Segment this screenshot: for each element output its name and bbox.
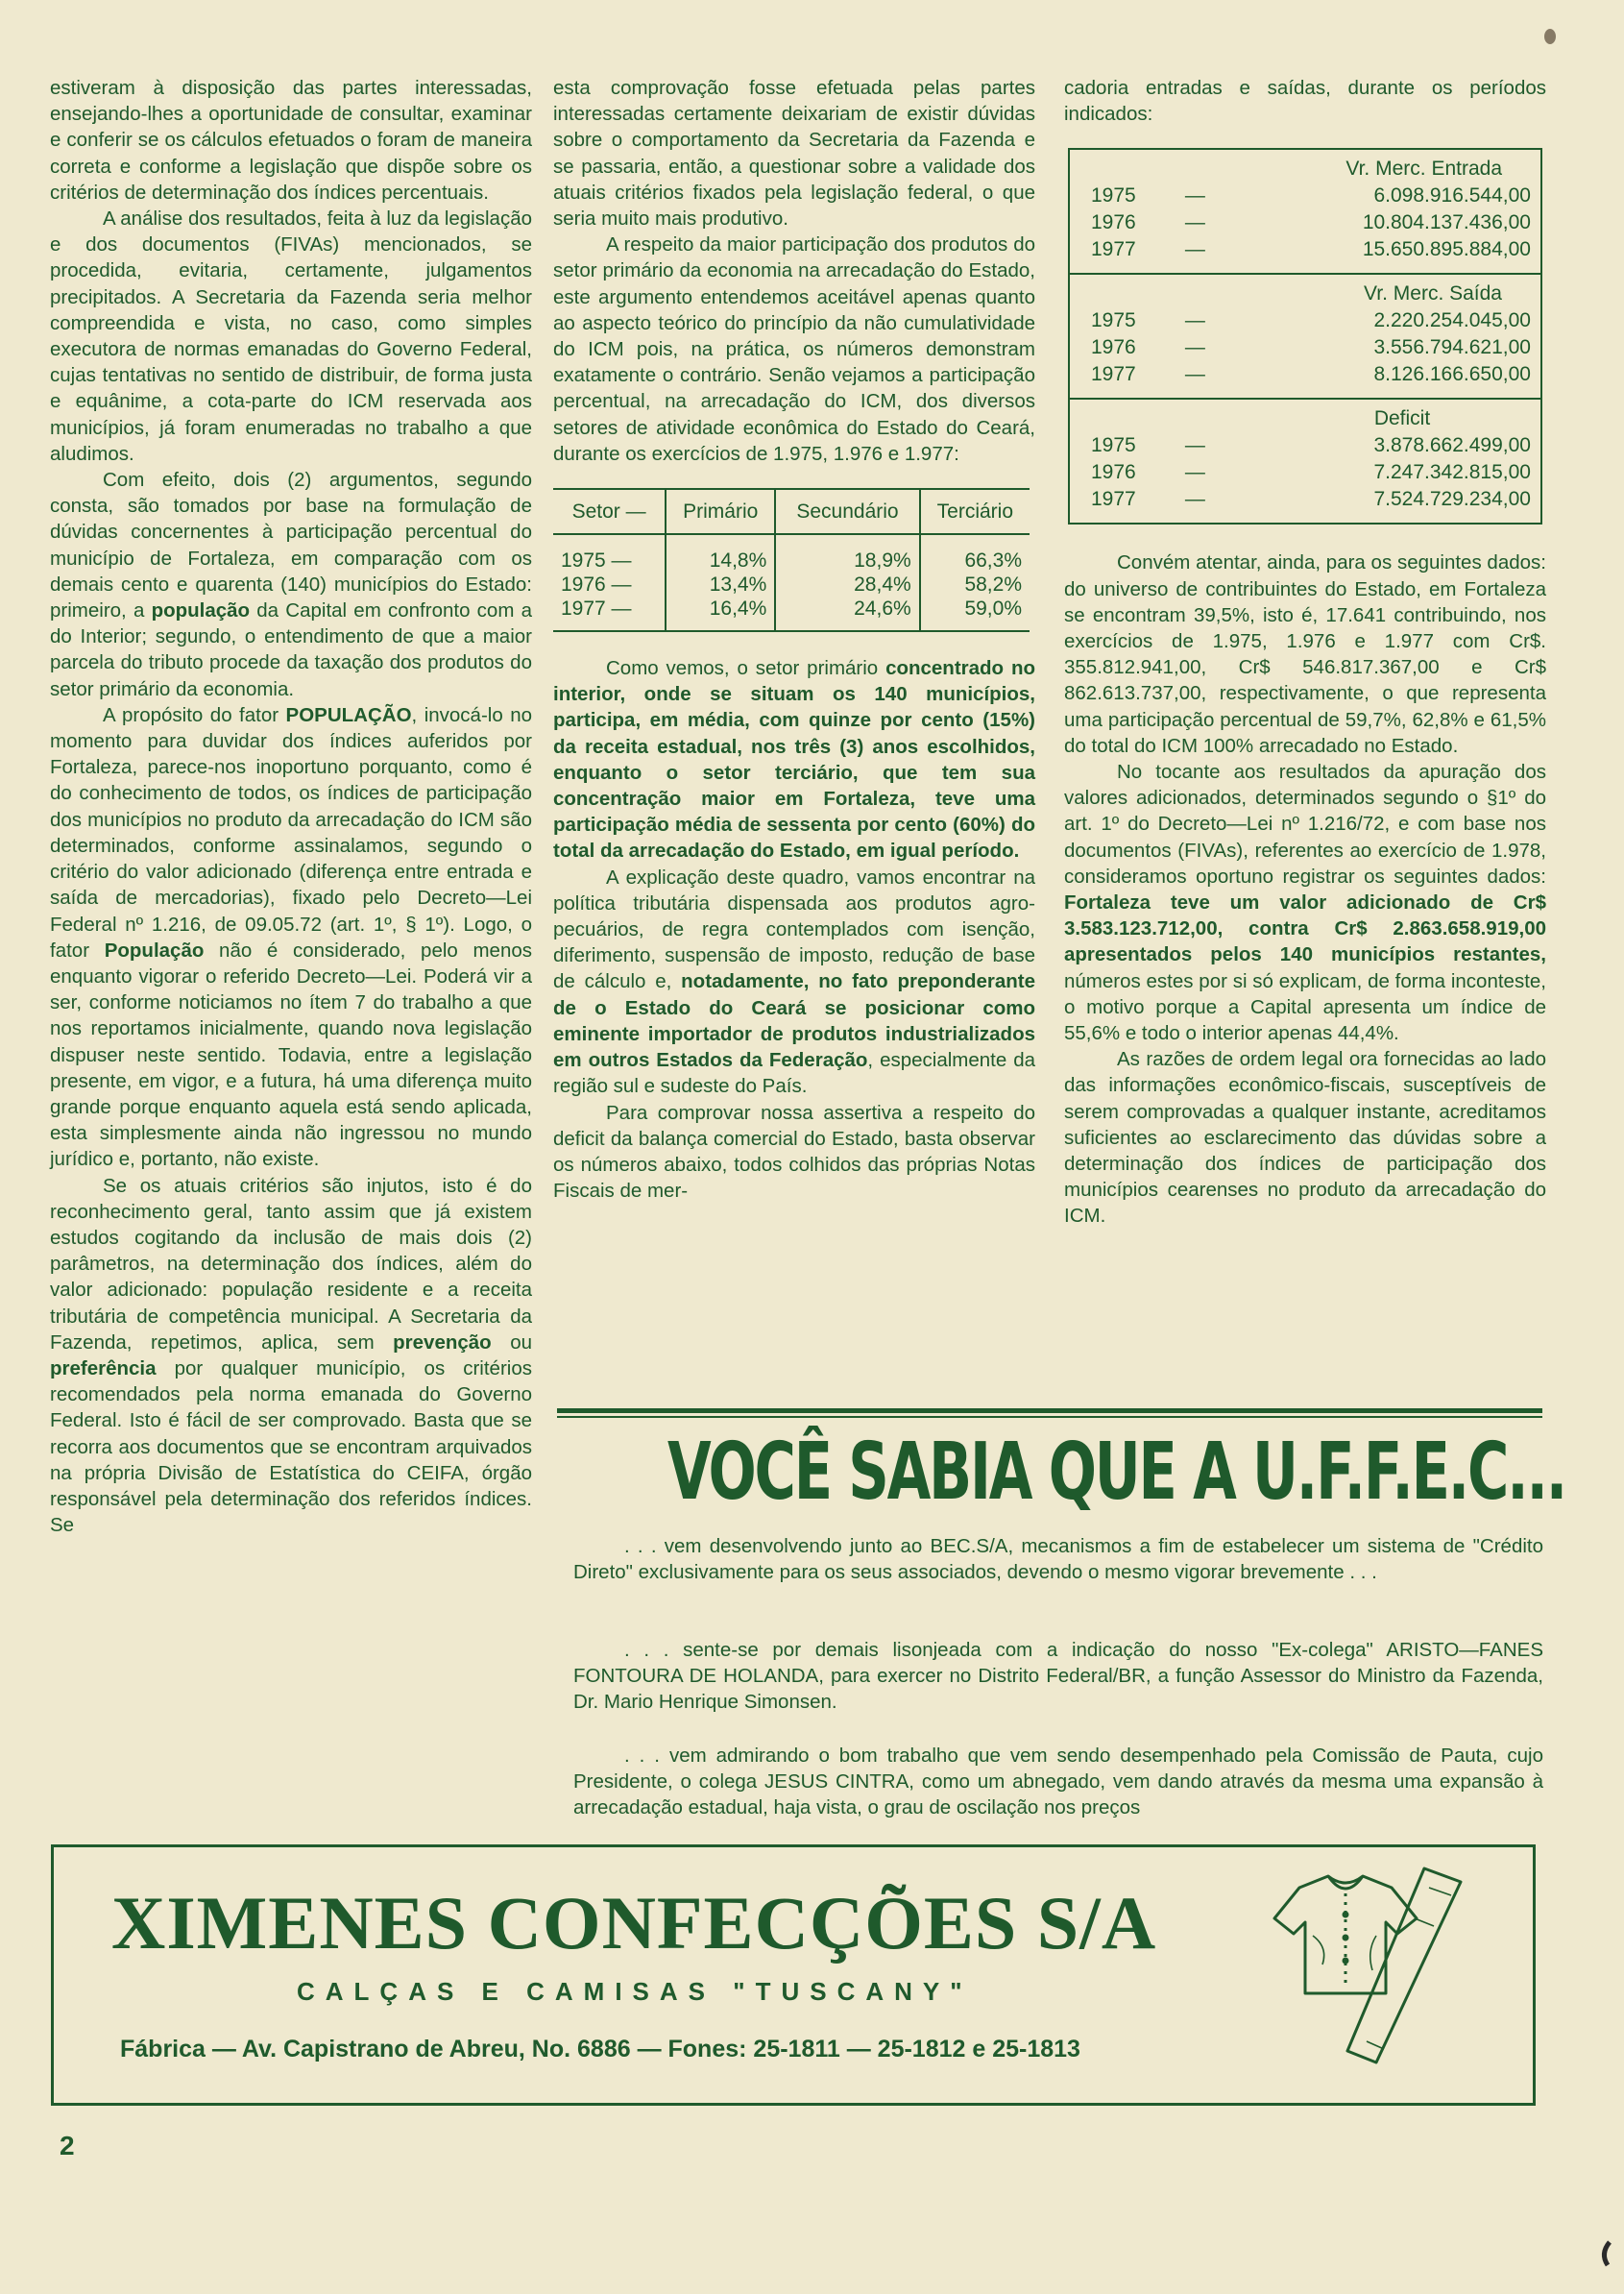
balance-dash: — [1184, 461, 1205, 484]
col1-paragraph-5: Se os atuais critérios são injutos, isto é do reconhecimento geral, tanto assim que já existem estudos cogitando da inclusão de mais dois (2) parâmetros, na determinação dos índices, além do valor adicionado: população residente e a receita tributária de competência municipal. A Secretaria da Fazenda, repetimos, aplica, sem prevenção ou preferência por qualquer município, os critérios recomendados pela norma emanada do Governo Federal. Isto é fácil de ser comprovado. Basta que se recorra aos documentos que se encontram arquivados na própria Divisão de Estatística do CEIFA, órgão responsável pela determinação dos referidos índices. Se [50, 1174, 532, 1537]
col3-paragraph-2: Convém atentar, ainda, para os seguintes dados: do universo de contribuintes do Estado, em Fortaleza se encontram 39,5%, isto é, 17.641 contribuindo, nos exercícios de 1.975, 1.976 e 1.977 com Cr$. 355.812.941,00, Cr$ 546.817.367,00 e Cr$ 862.613.737,00, respectivamente, o que representa uma participação percentual de 59,7%, 62,8% e 61,5% do total do ICM 100% arrecadado no Estado. [1064, 551, 1546, 757]
col2-paragraph-3: Como vemos, o setor primário concentrado no interior, onde se situam os 140 municípios, participa, em média, com quinze por cento (15%) da receita estadual, nos três (3) anos escolhidos, enquanto o setor terciário, que tem sua concentração maior em Fortaleza, teve uma participação média de sessenta por cento (60%) do total da arrecadação do Estado, em igual período. [553, 657, 1035, 863]
table-header: Setor — [553, 489, 666, 534]
balance-year: 1977 [1091, 238, 1136, 261]
article-column-2 [553, 75, 1035, 1204]
ad-address: Fábrica — Av. Capistrano de Abreu, No. 6886 — Fones: 25-1811 — 25-1812 e 25-1813 [120, 2036, 1080, 2062]
balance-row [1091, 236, 1531, 263]
col1-paragraph-2: A análise dos resultados, feita à luz da legislação e dos documentos (FIVAs) mencionados, se procedida, evitaria, certamente, julgamentos precipitados. A Secretaria da Fazenda seria melhor compreendida e vista, no caso, como simples executora de normas emanadas do Governo Federal, cujas tentativas no sentido de distribuir, de forma justa e equânime, a cota-parte do ICM reservada aos municípios, já foram enumeradas no trabalho a que aludimos. [50, 207, 532, 465]
balance-value: 2.220.254.045,00 [1373, 309, 1531, 332]
page-number: 2 [60, 2131, 75, 2160]
ad-subtitle: CALÇAS E CAMISAS "TUSCANY" [297, 1977, 973, 2006]
article-column-1 [50, 75, 532, 1538]
balance-row [1091, 334, 1531, 361]
table-cell: 18,9% [775, 534, 919, 573]
table-cell: 1975 — [561, 549, 632, 573]
table-cell: 1977 — [553, 597, 666, 631]
balance-dash: — [1184, 434, 1205, 457]
balance-dash: — [1184, 488, 1205, 511]
balance-section-deficit [1070, 398, 1540, 523]
balance-row [1091, 209, 1531, 236]
balance-value: 10.804.137.436,00 [1362, 211, 1531, 234]
balance-section-saida [1070, 273, 1540, 398]
paper-stain [1596, 2240, 1619, 2269]
col1-paragraph-1: estiveram à disposição das partes interessadas, ensejando-lhes a oportunidade de consultar, examinar e conferir se os cálculos efetuados o foram de maneira correta e conforme a legislação que dispõe sobre os critérios de determinação dos índices percentuais. [50, 77, 532, 204]
balance-row [1091, 307, 1531, 334]
balance-heading: Vr. Merc. Saída [1364, 282, 1502, 305]
balance-dash: — [1184, 363, 1205, 386]
col1-paragraph-4: A propósito do fator POPULAÇÃO, invocá-lo no momento para duvidar dos índices auferidos por Fortaleza, parece-nos inoportuno porquanto, como é do conhecimento de todos, os índices de participação dos municípios no produto da arrecadação do ICM são determinados, conforme assinalamos, segundo o critério do valor adicionado (diferença entre entrada e saída de mercadorias), fixado pelo Decreto—Lei Federal nº 1.216, de 09.05.72 (art. 1º, § 1º). Logo, o fator População não é considerado, pelo menos enquanto vigorar o referido Decreto—Lei. Poderá vir a ser, conforme noticiamos no ítem 7 do trabalho a que nos reportamos inicialmente, quando nova legislação dispuser neste sentido. Todavia, entre a legislação presente, em vigor, e a futura, há uma diferença muito grande porque enquanto aquela está sendo aplicada, esta simplesmente ainda não ingressou no mundo jurídico e, portanto, não existe. [50, 703, 532, 1171]
balance-value: 15.650.895.884,00 [1362, 238, 1531, 261]
table-header: Terciário [920, 489, 1030, 534]
balance-heading: Vr. Merc. Entrada [1345, 158, 1502, 181]
balance-dash: — [1184, 336, 1205, 359]
balance-dash: — [1184, 309, 1205, 332]
table-header: Primário [666, 489, 775, 534]
balance-row [1091, 183, 1531, 209]
trousers-illustration [1347, 1868, 1461, 2062]
table-row [553, 534, 1030, 573]
balance-dash: — [1184, 238, 1205, 261]
sector-participation-table [553, 488, 1030, 632]
paper-stain [1537, 23, 1565, 52]
balance-section-entrada [1070, 150, 1540, 273]
table-cell: 28,4% [775, 573, 919, 597]
clothing-illustration [1232, 1859, 1520, 2070]
balance-value: 3.878.662.499,00 [1373, 434, 1531, 457]
table-cell: 13,4% [666, 573, 775, 597]
sabia-item-1: . . . vem desenvolvendo junto ao BEC.S/A, mecanismos a fim de estabelecer um sistema de "Crédito Direto" exclusivamente para os seus associados, devendo o mesmo vigorar brevemente . . . [573, 1535, 1543, 1583]
balance-row [1091, 361, 1531, 388]
section-divider [557, 1408, 1542, 1413]
balance-year: 1976 [1091, 211, 1136, 234]
balance-value: 7.247.342.815,00 [1373, 461, 1531, 484]
table-cell: 16,4% [666, 597, 775, 631]
balance-dash: — [1184, 211, 1205, 234]
balance-row [1091, 459, 1531, 486]
table-row [553, 597, 1030, 631]
col2-paragraph-1: esta comprovação fosse efetuada pelas partes interessadas certamente deixariam de existir dúvidas sobre o comportamento da Secretaria da Fazenda e se passaria, então, a questionar sobre a validade dos atuais critérios fixados pela legislação federal, o que seria muito mais produtivo. [553, 77, 1035, 231]
col2-paragraph-4: A explicação deste quadro, vamos encontrar na política tributária dispensada aos produtos agro-pecuários, de regra contemplados com isenção, diferimento, suspensão de imposto, redução de base de cálculo e, notadamente, no fato preponderante de o Estado do Ceará se posicionar como eminente importador de produtos industrializados em outros Estados da Federação, especialmente da região sul e sudeste do País. [553, 866, 1036, 1098]
col1-paragraph-3: Com efeito, dois (2) argumentos, segundo consta, são tomados por base na formulação de dúvidas concernentes à participação percentual do município de Fortaleza, em comparação com os demais cento e quarenta (140) municípios do Estado: primeiro, a população da Capital em confronto com a do Interior; segundo, o entendimento de que a maior parcela do tributo procede da taxação dos produtos do setor primário da economia. [50, 469, 533, 700]
balance-value: 7.524.729.234,00 [1373, 488, 1531, 511]
table-cell: 24,6% [775, 597, 919, 631]
sabia-item-3: . . . vem admirando o bom trabalho que vem sendo desempenhado pela Comissão de Pauta, cujo Presidente, o colega JESUS CINTRA, como um abnegado, vem dando através da mesma uma expansão à arrecadação estadual, haja vista, o grau de oscilação nos preços [573, 1745, 1543, 1818]
balance-year: 1975 [1091, 434, 1136, 457]
col3-paragraph-3: No tocante aos resultados da apuração dos valores adicionados, determinados segundo o §1º do art. 1º do Decreto—Lei nº 1.216/72, e com base nos documentos (FIVAs), referentes ao exercício de 1.978, consideramos oportuno registrar os seguintes dados: Fortaleza teve um valor adicionado de Cr$ 3.583.123.712,00, contra Cr$ 2.863.658.919,00 apresentados pelos 140 municípios restantes, números estes por si só explicam, de forma inconteste, o motivo porque a Capital apresenta um índice de 55,6% e todo o interior apenas 44,4%. [1064, 761, 1546, 1045]
balance-year: 1975 [1091, 184, 1136, 207]
article-column-3 [1064, 75, 1546, 1230]
balance-year: 1976 [1091, 336, 1136, 359]
advertisement-box [51, 1844, 1536, 2106]
table-cell: 58,2% [920, 573, 1030, 597]
col3-paragraph-4: As razões de ordem legal ora fornecidas ao lado das informações econômico-fiscais, susceptíveis de serem comprovadas a qualquer instante, acreditamos suficientes ao esclarecimento das dúvidas sobre a determinação dos índices de participação dos municípios cearenses no produto da arrecadação do ICM. [1064, 1048, 1546, 1228]
table-cell: 59,0% [920, 597, 1030, 631]
trade-balance-box [1068, 148, 1542, 525]
col2-paragraph-5: Para comprovar nossa assertiva a respeito do deficit da balança comercial do Estado, basta observar os números abaixo, todos colhidos das próprias Notas Fiscais de mer- [553, 1101, 1035, 1203]
sabia-heading: VOCÊ SABIA QUE A U.F.F.E.C... [667, 1427, 1566, 1518]
ad-company-name: XIMENES CONFECÇÕES S/A [111, 1881, 1157, 1965]
balance-year: 1977 [1091, 488, 1136, 511]
balance-value: 8.126.166.650,00 [1373, 363, 1531, 386]
balance-year: 1976 [1091, 461, 1136, 484]
balance-value: 6.098.916.544,00 [1373, 184, 1531, 207]
table-header: Secundário [775, 489, 919, 534]
balance-row [1091, 432, 1531, 459]
table-cell: 14,8% [666, 534, 775, 573]
table-header-row [553, 489, 1030, 534]
table-cell: 1976 — [561, 574, 632, 597]
section-divider-thin [557, 1416, 1542, 1418]
balance-row [1091, 486, 1531, 513]
balance-value: 3.556.794.621,00 [1373, 336, 1531, 359]
balance-year: 1975 [1091, 309, 1136, 332]
sabia-item-2: . . . sente-se por demais lisonjeada com a indicação do nosso "Ex-colega" ARISTO—FANES FONTOURA DE HOLANDA, para exercer no Distrito Federal/BR, a função Assessor do Ministro da Fazenda, Dr. Mario Henrique Simonsen. [573, 1639, 1543, 1713]
table-row [553, 573, 1030, 597]
balance-year: 1977 [1091, 363, 1136, 386]
col2-paragraph-2: A respeito da maior participação dos produtos do setor primário da economia na arrecadação do Estado, este argumento entendemos aceitável apenas quanto ao aspecto teórico do princípio da não cumulatividade do ICM pois, na prática, os números demonstram exatamente o contrário. Senão vejamos a participação percentual, na arrecadação do ICM, dos diversos setores de atividade econômica do Estado do Ceará, durante os exercícios de 1.975, 1.976 e 1.977: [553, 233, 1035, 465]
balance-heading: Deficit [1373, 407, 1431, 430]
balance-dash: — [1184, 184, 1205, 207]
table-cell: 66,3% [920, 534, 1030, 573]
col3-paragraph-1: cadoria entradas e saídas, durante os períodos indicados: [1064, 77, 1546, 126]
